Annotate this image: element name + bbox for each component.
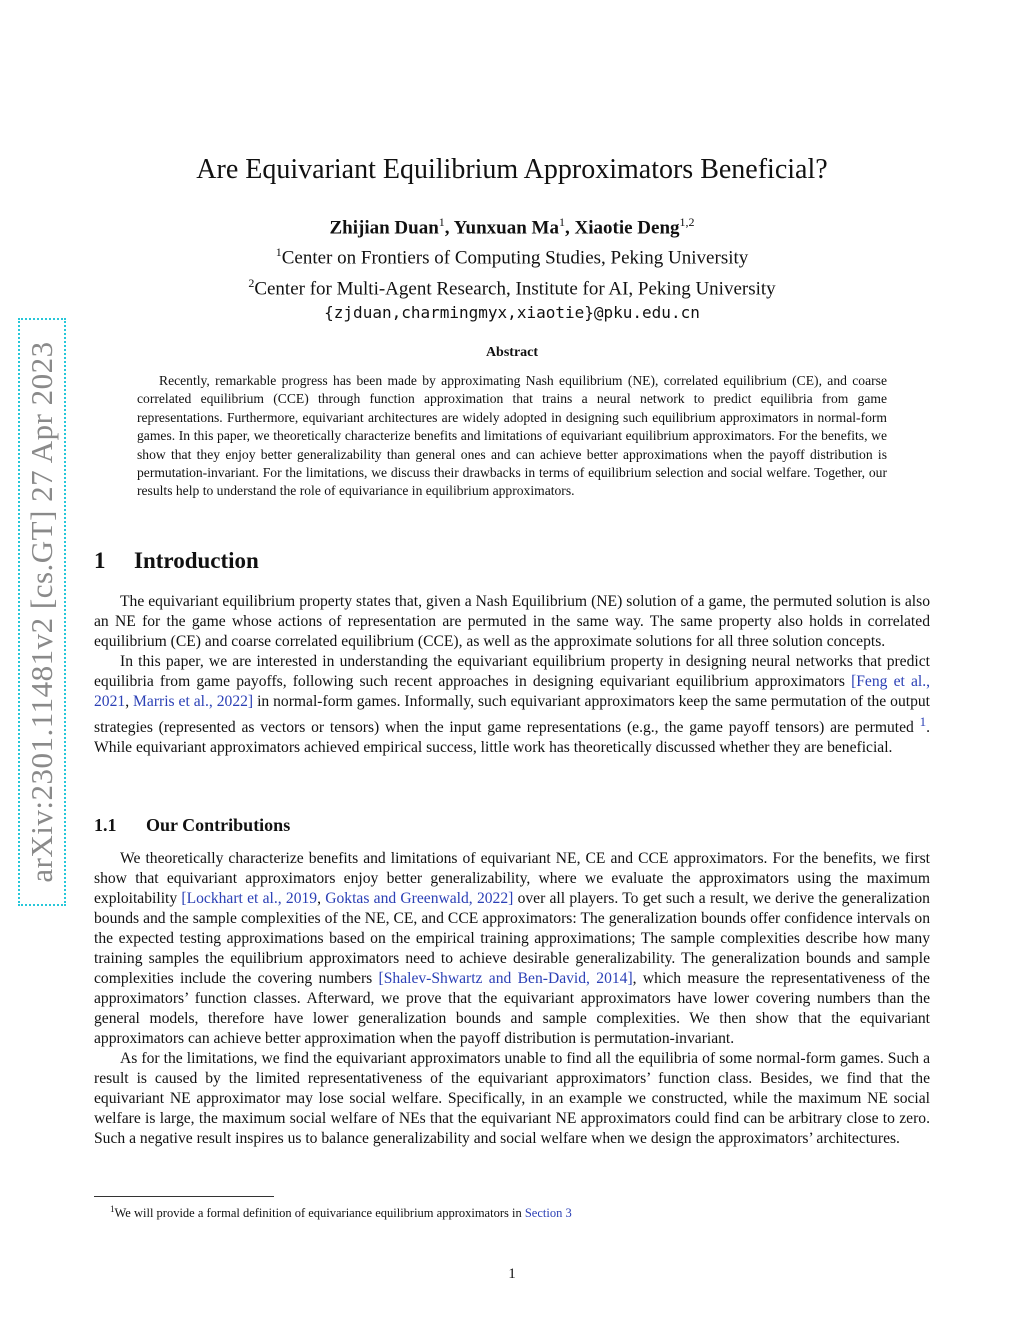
subsection-title: Our Contributions (146, 815, 291, 835)
abstract-text: Recently, remarkable progress has been made by approximating Nash equilibrium (NE), correlated equilibrium (CE), and coarse correlated equilibrium (CCE) through function approximation that trains a neural network to predict equilibria from game representations. Furthermore, equivariant architectures are widely adopted in designing such equilibrium approximators in normal-form games. In this paper, we theoretically characterize benefits and limitations of equivariant equilibrium approximators. For the benefits, we show that they enjoy better generalizability than general ones and can achieve better approximations when the payoff distribution is permutation-invariant. For the limitations, we discuss their drawbacks in terms of equilibrium selection and social welfare. Together, our results help to understand the role of equivariance in equilibrium approximators. (137, 373, 887, 499)
author-1: Zhijian Duan (329, 217, 439, 239)
author-2-affil: 1 (559, 215, 565, 229)
author-names: Zhijian Duan$^1$, Yunxuan Ma$^1$, Xiaotie Deng$^{1,2}$ (329, 215, 695, 239)
citation-link[interactable]: Goktas and Greenwald, 2022] (325, 890, 514, 907)
footnote-marker[interactable]: 1 (919, 714, 927, 729)
affiliation-2: $^2$Center for Multi-Agent Research, Institute for AI, Peking University (248, 275, 776, 299)
paper-title: Are Equivariant Equilibrium Approximators Beneficial? (196, 154, 828, 185)
citation-link[interactable]: Marris et al., 2022] (133, 693, 254, 710)
author-3: Xiaotie Deng (574, 217, 680, 239)
footnote-divider (94, 1196, 274, 1197)
section-title: Introduction (134, 548, 259, 573)
arxiv-side-stamp (18, 318, 66, 906)
introduction-body (94, 592, 930, 758)
author-emails: {zjduan,charmingmyx,xiaotie}@pku.edu.cn (324, 302, 700, 322)
arxiv-identifier: arXiv:2301.11481v2 [cs.GT] 27 Apr 2023 (24, 341, 59, 883)
subsection-heading-contributions (94, 815, 290, 836)
affiliation-1: $^1$Center on Frontiers of Computing Studies, Peking University (275, 245, 749, 269)
author-block (100, 210, 924, 325)
intro-paragraph-2: In this paper, we are interested in understanding the equivariant equilibrium property in designing neural networks that predict equilibria from game payoffs, following such recent approaches in designing equivariant equilibrium approximators [Feng et al., 2021, Marris et al., 2022] in normal-form games. Informally, such equivariant approximators keep the same permutation of the output strategies (represented as vectors or tensors) when the input game representations (e.g., the game payoff tensors) are permuted $^1$. While equivariant approximators achieved empirical success, little work has theoretically discussed whether they are beneficial. (94, 653, 931, 757)
footnote-number: 1 (110, 1204, 115, 1214)
citation-link[interactable]: [Feng et al., 2021 (94, 673, 931, 710)
author-3-affil: 1,2 (679, 215, 695, 229)
contrib-paragraph-1: We theoretically characterize benefits and limitations of equivariant NE, CE and CCE approximators. For the benefits, we first show that equivariant approximators enjoy better generalizability, where we evaluate the approximators using the maximum exploitability [Lockhart et al., 2019, Goktas and Greenwald, 2022] over all players. To get such a result, we derive the generalization bounds and the sample complexities of the NE, CE, and CCE approximators: The generalization bounds offer confidence intervals on the expected testing approximations based on the empirical training approximations; The sample complexities describe how many training samples the equilibrium approximators need to achieve desirable generalizability. The generalization bounds and sample complexities include the covering numbers [Shalev-Shwartz and Ben-David, 2014], which measure the representativeness of the approximators’ function classes. Afterward, we prove that the equivariant approximators have lower covering numbers than the general models, therefore have lower generalization bounds and sample complexities. We then show that the equivariant approximators can achieve better approximation when the payoff distribution is permutation-invariant. (94, 850, 930, 1047)
author-2: Yunxuan Ma (453, 217, 559, 239)
author-1-affil: 1 (438, 215, 445, 229)
page-number: 1 (508, 1266, 516, 1282)
section-link[interactable]: Section 3 (524, 1206, 572, 1221)
section-number: 1 (94, 548, 106, 573)
intro-paragraph-1: The equivariant equilibrium property states that, given a Nash Equilibrium (NE) solution of a game, the permuted solution is also an NE for the game whose actions of representation are permuted in the same way. The same property also holds in correlated equilibrium (CE) and coarse correlated equilibrium (CCE), as well as the approximate solutions for all three solution concepts. (94, 593, 930, 650)
contrib-paragraph-2: As for the limitations, we find the equivariant approximators unable to find all the equilibria of some normal-form games. Such a result is caused by the limited representativeness of the equivariant approximators’ function class. Besides, we find that the equivariant NE approximator may lose social welfare. Specifically, in an example we constructed, while the maximum NE social welfare is large, the maximum social welfare of NEs that the equivariant NE approximators could find can be arbitrary close to zero. Such a negative result inspires us to balance generalizability and social welfare when we design the approximators’ architectures. (94, 1050, 930, 1147)
citation-link[interactable]: [Lockhart et al., 2019 (181, 890, 318, 907)
footnote (110, 1201, 910, 1221)
section-heading-introduction (94, 548, 259, 574)
subsection-number: 1.1 (94, 815, 117, 835)
abstract-heading: Abstract (485, 345, 539, 360)
citation-link[interactable]: [Shalev-Shwartz and Ben-David, 2014] (378, 970, 633, 987)
contributions-body (94, 849, 930, 1149)
footnote-text: We will provide a formal definition of equivariance equilibrium approximators in (114, 1206, 525, 1221)
